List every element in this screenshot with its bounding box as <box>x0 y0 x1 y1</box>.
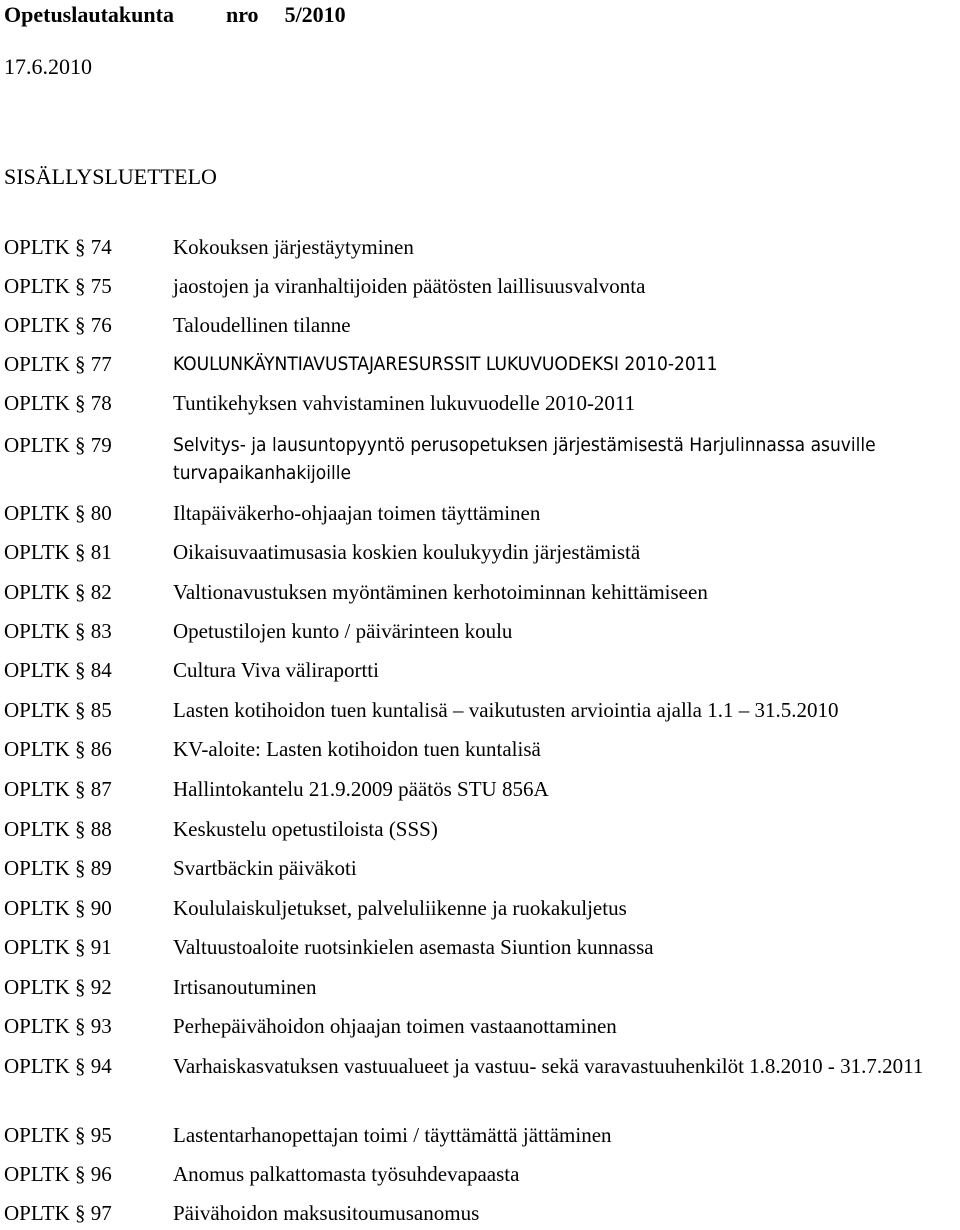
toc-entry-title: Selvitys- ja lausuntopyyntö perusopetuksen järjestämisestä Harjulinnassa asuville turvapaikanhakijoille <box>173 434 876 484</box>
toc-entry-code: OPLTK § 81 <box>4 540 112 564</box>
toc-entry-code: OPLTK § 90 <box>4 896 112 920</box>
organization-name: Opetuslautakunta <box>4 2 174 27</box>
toc-entry-title: Hallintokantelu 21.9.2009 päätös STU 856A <box>173 777 549 801</box>
toc-entry-title: Kokouksen järjestäytyminen <box>173 235 414 259</box>
toc-entry-title: Taloudellinen tilanne <box>173 313 351 337</box>
toc-entry-code: OPLTK § 76 <box>4 313 112 337</box>
toc-entry-code: OPLTK § 87 <box>4 777 112 801</box>
toc-entry-code: OPLTK § 82 <box>4 580 112 604</box>
toc-entry-title: Valtionavustuksen myöntäminen kerhotoiminnan kehittämiseen <box>173 580 708 604</box>
toc-entry-code: OPLTK § 97 <box>4 1201 112 1225</box>
toc-entry-title: Irtisanoutuminen <box>173 975 317 999</box>
toc-entry-code: OPLTK § 83 <box>4 619 112 643</box>
toc-entry-title: KV-aloite: Lasten kotihoidon tuen kuntalisä <box>173 737 541 761</box>
toc-entry-title: Koululaiskuljetukset, palveluliikenne ja ruokakuljetus <box>173 896 627 920</box>
toc-title: SISÄLLYSLUETTELO <box>4 164 217 189</box>
toc-entry-title: Valtuustoaloite ruotsinkielen asemasta Siuntion kunnassa <box>173 935 654 959</box>
toc-entry-title: Varhaiskasvatuksen vastuualueet ja vastuu- sekä varavastuuhenkilöt 1.8.2010 - 31.7.2011 <box>173 1054 924 1078</box>
toc-entry-code: OPLTK § 88 <box>4 817 112 841</box>
toc-entry-code: OPLTK § 89 <box>4 856 112 880</box>
toc-entry-title: Iltapäiväkerho-ohjaajan toimen täyttäminen <box>173 501 541 525</box>
toc-entry-title: Päivähoidon maksusitoumusanomus <box>173 1201 480 1225</box>
meeting-number: 5/2010 <box>284 2 346 27</box>
toc-entry-code: OPLTK § 77 <box>4 352 112 376</box>
toc-entry-code: OPLTK § 75 <box>4 274 112 298</box>
toc-entry-title: KOULUNKÄYNTIAVUSTAJARESURSSIT LUKUVUODEKSI 2010-2011 <box>173 353 718 375</box>
document-header <box>4 0 346 30</box>
toc-entry-code: OPLTK § 91 <box>4 935 112 959</box>
toc-entry-code: OPLTK § 94 <box>4 1054 112 1078</box>
toc-entry-title: Lastentarhanopettajan toimi / täyttämättä jättäminen <box>173 1123 612 1147</box>
toc-entry-code: OPLTK § 85 <box>4 698 112 722</box>
toc-entry-code: OPLTK § 95 <box>4 1123 112 1147</box>
meeting-date: 17.6.2010 <box>4 54 92 79</box>
toc-entry-title: Opetustilojen kunto / päivärinteen koulu <box>173 619 513 643</box>
toc-entry-code: OPLTK § 78 <box>4 391 112 415</box>
toc-entry-title: Oikaisuvaatimusasia koskien koulukyydin järjestämistä <box>173 540 641 564</box>
toc-entry-title: Svartbäckin päiväkoti <box>173 856 357 880</box>
toc-entry-code: OPLTK § 86 <box>4 737 112 761</box>
toc-entry-title: Lasten kotihoidon tuen kuntalisä – vaikutusten arviointia ajalla 1.1 – 31.5.2010 <box>173 698 839 722</box>
number-label: nro <box>225 2 259 27</box>
toc-entry-title: jaostojen ja viranhaltijoiden päätösten laillisuusvalvonta <box>173 274 646 298</box>
toc-entry-code: OPLTK § 93 <box>4 1014 112 1038</box>
toc-entry-code: OPLTK § 80 <box>4 501 112 525</box>
toc-entry-title: Anomus palkattomasta työsuhdevapaasta <box>173 1162 520 1186</box>
toc-entry-code: OPLTK § 96 <box>4 1162 112 1186</box>
toc-entry-title: Tuntikehyksen vahvistaminen lukuvuodelle 2010-2011 <box>173 391 636 415</box>
toc-entry-code: OPLTK § 92 <box>4 975 112 999</box>
toc-entry-code: OPLTK § 84 <box>4 658 112 682</box>
toc-entry-title: Keskustelu opetustiloista (SSS) <box>173 817 438 841</box>
toc-entry-code: OPLTK § 79 <box>4 433 112 457</box>
toc-entry-title: Perhepäivähoidon ohjaajan toimen vastaanottaminen <box>173 1014 617 1038</box>
toc-entry-title: Cultura Viva väliraportti <box>173 658 379 682</box>
toc-entry-code: OPLTK § 74 <box>4 235 112 259</box>
